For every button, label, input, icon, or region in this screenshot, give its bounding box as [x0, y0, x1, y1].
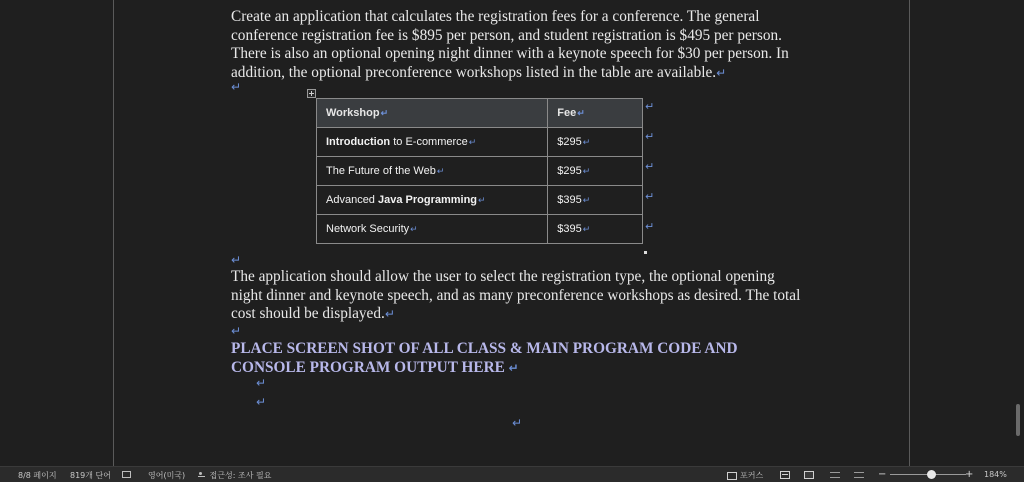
paragraph-mark: ↵ [231, 324, 242, 338]
fee-cell[interactable]: $395↵ [548, 186, 643, 215]
workshop-header-cell[interactable]: Workshop↵ [317, 99, 548, 128]
read-mode-icon[interactable] [780, 471, 790, 479]
page-right-edge [909, 0, 910, 466]
fee-cell[interactable]: $295↵ [548, 128, 643, 157]
requirements-paragraph[interactable] [231, 268, 806, 324]
language-indicator[interactable]: 영어(미국) [148, 471, 186, 480]
workshop-cell[interactable]: The Future of the Web↵ [317, 157, 548, 186]
paragraph-mark: ↵ [256, 395, 267, 409]
table-header-row [317, 99, 643, 128]
focus-icon [727, 472, 737, 480]
table-resize-handle[interactable] [644, 251, 647, 254]
row-end-mark: ↵ [645, 190, 655, 203]
paragraph-mark: ↵ [716, 65, 727, 80]
table-row [317, 157, 643, 186]
table-row [317, 186, 643, 215]
intro-text: Create an application that calculates the registration fees for a conference. The general conference registration fee is $895 per person, and student registration is $495 per person. There is also an optional opening night dinner with a keynote speech for $30 per person. In addition, the optional preconference workshops listed in the table are available. [231, 8, 789, 81]
page-count[interactable]: 8/8 페이지 [18, 471, 57, 480]
zoom-level[interactable]: 184% [984, 470, 1007, 479]
workshop-cell[interactable]: Introduction to E-commerce↵ [317, 128, 548, 157]
paragraph-mark: ↵ [231, 80, 242, 94]
proofing-status[interactable] [122, 470, 131, 479]
zoom-slider-thumb[interactable] [927, 470, 936, 479]
fee-header-cell[interactable]: Fee↵ [548, 99, 643, 128]
row-end-mark: ↵ [645, 160, 655, 173]
proofing-icon [122, 471, 131, 478]
status-bar [0, 466, 1024, 482]
paragraph-mark: ↵ [508, 360, 519, 375]
page-left-edge [113, 0, 114, 466]
accessibility-status[interactable]: 접근성: 조사 필요 [198, 470, 271, 481]
outline-view-icon[interactable] [854, 472, 864, 478]
vertical-scrollbar[interactable] [1016, 404, 1020, 436]
zoom-in-button[interactable]: + [965, 469, 974, 480]
requirements-text: The application should allow the user to select the registration type, the optional opening night dinner and keynote speech, and as many preconference workshops as desired. The total cost should be displayed. [231, 268, 801, 322]
accessibility-icon [198, 472, 207, 480]
instruction-text: PLACE SCREEN SHOT OF ALL CLASS & MAIN PROGRAM CODE AND CONSOLE PROGRAM OUTPUT HERE [231, 340, 738, 376]
word-count[interactable]: 819개 단어 [70, 471, 111, 480]
row-end-mark: ↵ [645, 100, 655, 113]
paragraph-mark: ↵ [256, 376, 267, 390]
print-layout-icon[interactable] [804, 471, 814, 479]
workshop-cell[interactable]: Advanced Java Programming↵ [317, 186, 548, 215]
zoom-out-button[interactable]: − [878, 469, 887, 480]
table-move-handle-icon[interactable] [307, 89, 316, 98]
fee-cell[interactable]: $295↵ [548, 157, 643, 186]
workshop-table[interactable] [316, 98, 643, 244]
paragraph-mark: ↵ [384, 307, 395, 321]
instruction-heading[interactable] [231, 340, 806, 377]
paragraph-mark: ↵ [231, 253, 242, 267]
focus-mode-button[interactable]: 포커스 [727, 470, 763, 481]
table-row [317, 215, 643, 244]
fee-cell[interactable]: $395↵ [548, 215, 643, 244]
web-layout-icon[interactable] [830, 472, 840, 478]
table-row [317, 128, 643, 157]
paragraph-mark: ↵ [512, 416, 523, 430]
intro-paragraph[interactable] [231, 8, 806, 82]
row-end-mark: ↵ [645, 220, 655, 233]
workshop-cell[interactable]: Network Security↵ [317, 215, 548, 244]
row-end-mark: ↵ [645, 130, 655, 143]
